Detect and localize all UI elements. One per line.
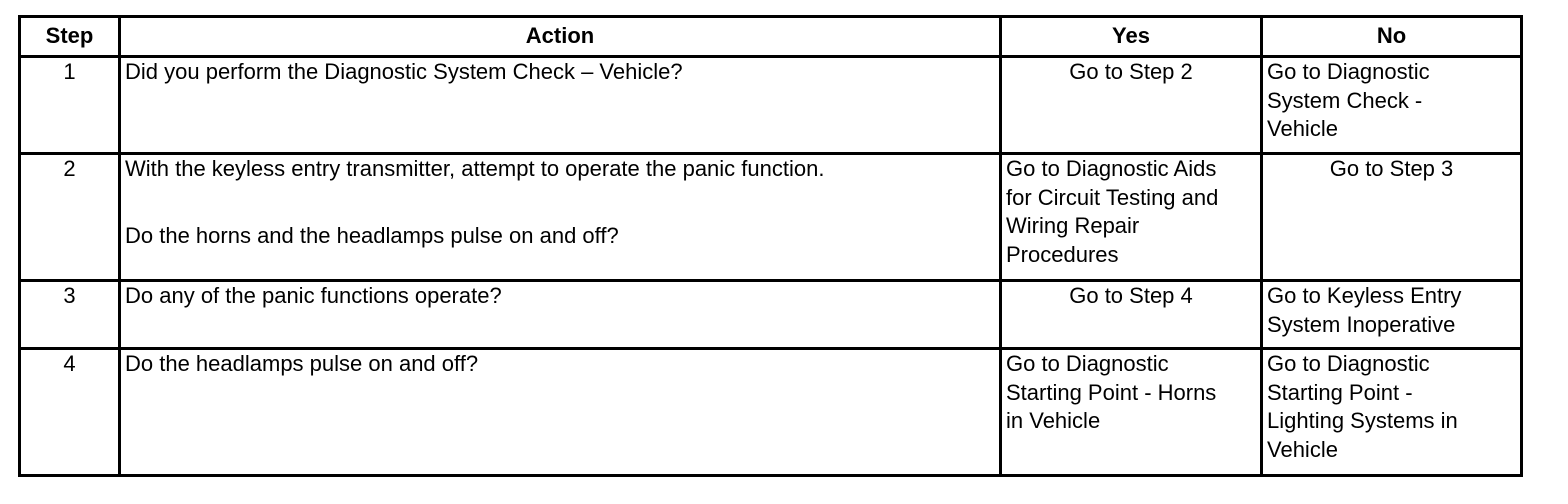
yes-text: Go to Step 4 [1069, 283, 1193, 308]
table-row [20, 57, 1522, 154]
action-cell [120, 154, 1001, 281]
no-text: System Inoperative [1267, 311, 1456, 337]
action-cell [120, 281, 1001, 349]
yes-text: Go to Step 2 [1069, 59, 1193, 84]
action-text: Do any of the panic functions operate? [125, 283, 502, 308]
action-text: Do the headlamps pulse on and off? [125, 351, 479, 376]
no-text: Go to Diagnostic [1267, 351, 1430, 376]
yes-cell [1001, 349, 1262, 476]
yes-text: Procedures [1006, 241, 1119, 267]
header-action: Action [120, 17, 1001, 57]
no-text: Go to Diagnostic [1267, 59, 1430, 84]
header-step: Step [20, 17, 120, 57]
yes-text: Go to Diagnostic [1006, 351, 1169, 376]
yes-text: Go to Diagnostic Aids [1006, 156, 1217, 181]
no-text: Go to Keyless Entry [1267, 283, 1462, 308]
yes-text: Starting Point - Horns [1006, 379, 1217, 405]
no-text: Lighting Systems in [1267, 408, 1458, 433]
step-number: 3 [20, 281, 120, 349]
action-cell [120, 57, 1001, 154]
action-cell [120, 349, 1001, 476]
header-yes: Yes [1001, 17, 1262, 57]
action-text: Do the horns and the headlamps pulse on and off? [125, 222, 619, 248]
table-row [20, 281, 1522, 349]
no-text: Go to Step 3 [1329, 156, 1454, 181]
step-number: 1 [20, 57, 120, 154]
yes-text: in Vehicle [1006, 408, 1101, 433]
yes-cell [1001, 57, 1262, 154]
no-text: Vehicle [1267, 116, 1338, 141]
no-cell [1262, 349, 1522, 476]
no-cell [1262, 57, 1522, 154]
yes-text: for Circuit Testing and [1006, 184, 1219, 210]
header-no: No [1262, 17, 1522, 57]
step-number: 2 [20, 154, 120, 281]
no-text: System Check - [1267, 87, 1423, 113]
table-row [20, 154, 1522, 281]
action-text: Did you perform the Diagnostic System Check – Vehicle? [125, 59, 683, 84]
step-number: 4 [20, 349, 120, 476]
yes-text: Wiring Repair [1006, 213, 1140, 238]
action-text: With the keyless entry transmitter, attempt to operate the panic function. [125, 156, 825, 181]
table-header-row [20, 17, 1522, 57]
diagnostic-table [18, 15, 1523, 477]
no-text: Starting Point - [1267, 379, 1413, 405]
no-cell [1262, 281, 1522, 349]
table-row [20, 349, 1522, 476]
yes-cell [1001, 154, 1262, 281]
no-text: Vehicle [1267, 436, 1338, 462]
no-cell [1262, 154, 1522, 281]
yes-cell [1001, 281, 1262, 349]
